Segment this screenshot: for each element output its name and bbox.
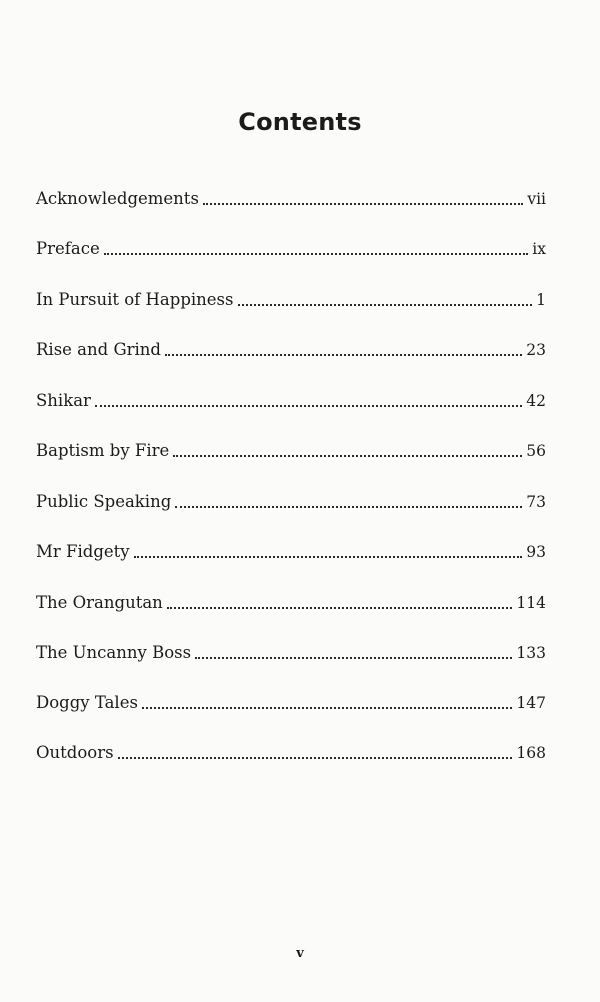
- toc-entry-page: 56: [526, 442, 546, 460]
- toc-entry-title: Rise and Grind: [36, 340, 161, 359]
- toc-entry-page: 168: [516, 744, 546, 762]
- toc-entry: [36, 485, 546, 513]
- dot-leader: [195, 656, 512, 659]
- toc-entry-title: Outdoors: [36, 743, 114, 762]
- toc-entry-page: 147: [516, 694, 546, 712]
- page-title: Contents: [238, 108, 362, 137]
- toc-entry-title: In Pursuit of Happiness: [36, 290, 234, 309]
- dot-leader: [203, 202, 523, 205]
- dot-leader: [134, 555, 523, 558]
- toc-entry-page: 42: [526, 392, 546, 410]
- toc-entry: [36, 636, 546, 664]
- toc-entry: [36, 686, 546, 714]
- dot-leader: [104, 252, 529, 255]
- toc-entry-page: 1: [536, 291, 546, 309]
- dot-leader: [95, 404, 522, 407]
- toc-entry: [36, 736, 546, 764]
- toc-entry: [36, 232, 546, 260]
- toc-entry: [36, 283, 546, 311]
- toc-entry-page: 133: [516, 644, 546, 662]
- toc-entry: [36, 384, 546, 412]
- toc-entry-page: vii: [527, 190, 546, 208]
- toc-entry: [36, 535, 546, 563]
- toc-entry-title: Acknowledgements: [36, 189, 199, 208]
- dot-leader: [175, 505, 522, 508]
- toc-entry-title: Baptism by Fire: [36, 441, 170, 460]
- toc-entry: [36, 182, 546, 210]
- toc-entry-page: ix: [532, 240, 546, 258]
- toc-entry: [36, 434, 546, 462]
- toc-entry-page: 23: [526, 341, 546, 359]
- dot-leader: [238, 303, 533, 306]
- toc-entry: [36, 333, 546, 361]
- toc-entry-title: The Orangutan: [36, 593, 163, 612]
- dot-leader: [173, 454, 522, 457]
- toc-entry-title: The Uncanny Boss: [36, 643, 192, 662]
- toc-entry-title: Preface: [36, 239, 100, 258]
- toc-entry-title: Doggy Tales: [36, 693, 138, 712]
- page-number: v: [296, 946, 304, 961]
- dot-leader: [167, 606, 513, 609]
- toc-entry-page: 73: [526, 493, 546, 511]
- toc-entry-page: 93: [526, 543, 546, 561]
- toc-entry-page: 114: [516, 594, 546, 612]
- dot-leader: [165, 353, 522, 356]
- toc-entry: [36, 586, 546, 614]
- dot-leader: [142, 706, 512, 709]
- toc-entry-title: Public Speaking: [36, 492, 172, 511]
- toc-entry-title: Shikar: [36, 391, 91, 410]
- dot-leader: [118, 756, 513, 759]
- toc-entry-title: Mr Fidgety: [36, 542, 130, 561]
